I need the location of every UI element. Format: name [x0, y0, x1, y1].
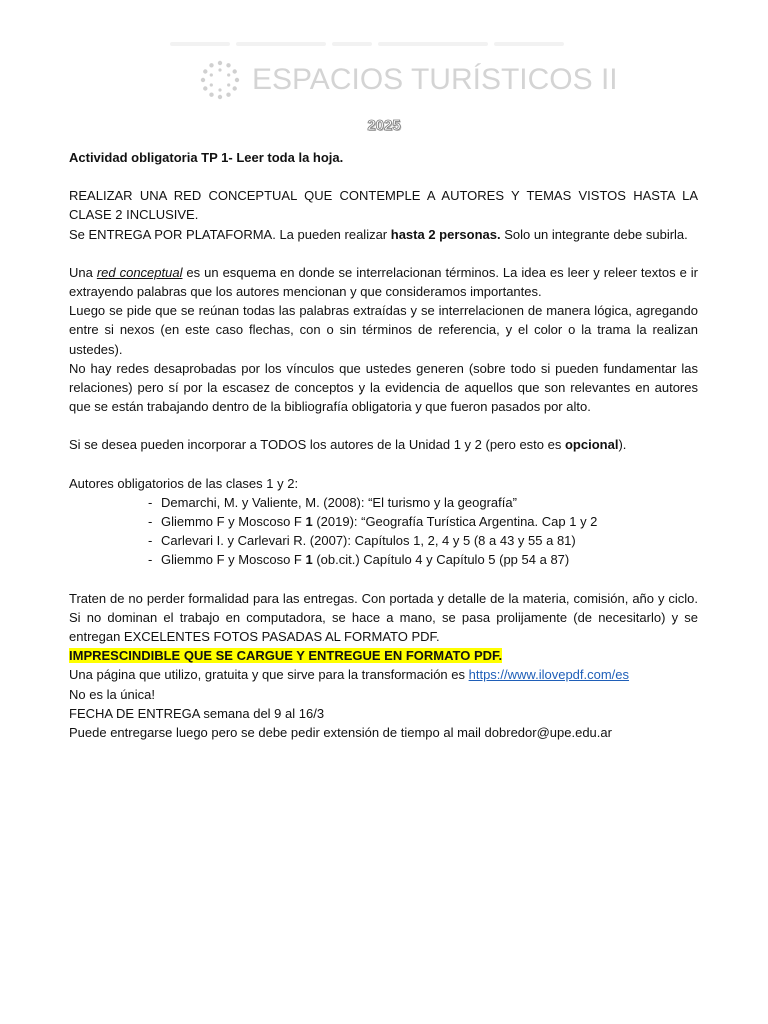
authors-heading: Autores obligatorios de las clases 1 y 2: [69, 475, 299, 491]
list-item: - Carlevari I. y Carlevari R. (2007): Capítulos 1, 2, 4 y 5 (8 a 43 y 55 a 81) [145, 531, 698, 550]
definition-paragraph: Una red conceptual es un esquema en donde se interrelacionan términos. La idea es leer y releer textos e ir extrayendo palabras que los autores mencionan y que consideramos importantes. [69, 264, 698, 300]
evaluation-paragraph: No hay redes desaprobadas por los vínculos que ustedes generen (sobre todo si pueden fundamentar las relaciones) pero sí por la escasez de conceptos y la evidencia de aquellos que son relevantes en autores que se están trabajando dentro de la bibliografía obligatoria y que fueron pasados por alto. [69, 360, 698, 415]
highlighted-requirement: IMPRESCINDIBLE QUE SE CARGUE Y ENTREGUE EN FORMATO PDF. [69, 648, 503, 664]
authors-list [69, 493, 698, 570]
year-label: 2025 [367, 117, 401, 134]
ilovepdf-link[interactable]: https://www.ilovepdf.com/es [468, 667, 630, 683]
delivery-paragraph: Se ENTREGA POR PLATAFORMA. La pueden realizar hasta 2 personas. Solo un integrante debe subirla. [69, 226, 688, 242]
list-item: - Gliemmo F y Moscoso F 1 (ob.cit.) Capítulo 4 y Capítulo 5 (pp 54 a 87) [145, 550, 698, 569]
activity-title: Actividad obligatoria TP 1- Leer toda la hoja. [69, 150, 344, 165]
header-faint-line [170, 42, 590, 52]
optional-paragraph: Si se desea pueden incorporar a TODOS los autores de la Unidad 1 y 2 (pero esto es opcional). [69, 437, 627, 453]
list-item: - Gliemmo F y Moscoso F 1 (2019): “Geografía Turística Argentina. Cap 1 y 2 [145, 512, 698, 531]
instruction-paragraph: REALIZAR UNA RED CONCEPTUAL QUE CONTEMPLE A AUTORES Y TEMAS VISTOS HASTA LA CLASE 2 INCLUSIVE. [69, 188, 698, 223]
tool-paragraph: Una página que utilizo, gratuita y que sirve para la transformación es https://www.ilovepdf.com/es [69, 667, 630, 683]
logo-text: ESPACIOS TURÍSTICOS II [252, 63, 618, 96]
pdf-requirement [69, 646, 698, 665]
list-item: - Demarchi, M. y Valiente, M. (2008): “El turismo y la geografía” [145, 493, 698, 512]
course-logo [200, 60, 618, 100]
dotted-circle-logo-icon [200, 60, 240, 100]
not-only-note: No es la única! [69, 686, 155, 702]
formality-paragraph: Traten de no perder formalidad para las entregas. Con portada y detalle de la materia, comisión, año y ciclo. Si no dominan el trabajo en computadora, se hace a mano, se pasa prolijamente (de necesitarlo) y se entregan EXCELENTES FOTOS PASADAS AL FORMATO PDF. [69, 590, 698, 645]
group-size-bold: hasta 2 personas. [390, 226, 501, 242]
term-red-conceptual: red conceptual [96, 264, 183, 280]
method-paragraph: Luego se pide que se reúnan todas las palabras extraídas y se interrelacionen de manera lógica, agregando entre si nexos (en este caso flechas, con o sin términos de referencia, y el color o la trama la realizan ustedes). [69, 303, 698, 357]
extension-note: Puede entregarse luego pero se debe pedir extensión de tiempo al mail dobredor@upe.edu.ar [69, 725, 612, 741]
due-date: FECHA DE ENTREGA semana del 9 al 16/3 [69, 705, 325, 721]
document-body [69, 148, 698, 742]
